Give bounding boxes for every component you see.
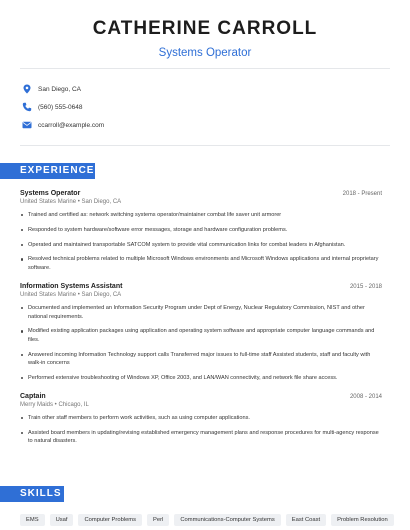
job-bullets — [20, 211, 382, 273]
job-bullet: Trained and certified as: network switching systems operator/maintainer combat life saver unit armorer — [20, 211, 382, 220]
job-bullet: Responded to system hardware/software error messages, storage and hardware configuration problems. — [20, 226, 382, 235]
skill-tag: Communications-Computer Systems — [174, 514, 280, 526]
skill-tag: Problem Resolution — [331, 514, 394, 526]
job-title: Systems Operator — [20, 190, 81, 197]
skills-heading: SKILLS — [0, 486, 64, 502]
contact-divider — [20, 145, 390, 146]
header-divider — [20, 68, 390, 69]
envelope-icon — [22, 120, 32, 130]
skill-tag: East Coast — [286, 514, 326, 526]
skill-tag: Computer Problems — [78, 514, 142, 526]
location-text: San Diego, CA — [38, 85, 81, 93]
experience-heading: EXPERIENCE — [0, 163, 95, 179]
contact-email — [22, 116, 392, 134]
skill-tag: Perl — [147, 514, 169, 526]
job-dates: 2018 - Present — [342, 191, 382, 197]
job-bullets — [20, 304, 382, 383]
contact-location — [22, 80, 392, 98]
skills-list — [20, 514, 394, 526]
job-bullet: Assisted board members in updating/revising established emergency management plans and response procedures for multi-agency response to natural disasters. — [20, 429, 382, 446]
job-entry — [20, 393, 382, 452]
job-bullet: Performed extensive troubleshooting of Windows XP, Office 2003, and LAN/WAN connectivity, and network file share access. — [20, 374, 382, 383]
job-bullet: Answered incoming Information Technology support calls Transferred major issues to full-time staff Assisted students, staff and faculty with walk-in concerns — [20, 351, 382, 368]
contact-phone — [22, 98, 392, 116]
phone-icon — [22, 102, 32, 112]
email-text: ccarroll@example.com — [38, 121, 105, 129]
job-entry — [20, 283, 382, 389]
phone-text: (560) 555-0648 — [38, 103, 83, 111]
job-entry — [20, 190, 382, 279]
job-bullet: Resolved technical problems related to multiple Microsoft Windows environments and Microsoft Windows applications and internal proprietary software. — [20, 255, 382, 272]
candidate-name: CATHERINE CARROLL — [92, 18, 318, 39]
job-title: Information Systems Assistant — [20, 283, 123, 290]
job-org: Merry Maids • Chicago, IL — [20, 402, 89, 408]
resume-header — [0, 0, 410, 60]
job-org: United States Marine • San Diego, CA — [20, 199, 122, 205]
job-title: Captain — [20, 393, 46, 400]
contact-list — [22, 80, 392, 134]
job-bullet: Modified existing application packages using application and operating system software and appropriate computer language commands and files. — [20, 327, 382, 344]
job-bullet: Train other staff members to perform work activities, such as using computer applications. — [20, 414, 382, 423]
job-dates: 2008 - 2014 — [349, 394, 382, 400]
job-bullet: Operated and maintained transportable SATCOM system to provide vital communication links for combat leaders in Afghanistan. — [20, 241, 382, 250]
job-bullet: Documented and implemented an Information Security Program under Dept of Energy, Nuclear Regulatory Commission, NIST and other national requirements. — [20, 304, 382, 321]
job-dates: 2015 - 2018 — [349, 284, 382, 290]
job-bullets — [20, 414, 382, 446]
job-org: United States Marine • San Diego, CA — [20, 292, 122, 298]
skill-tag: EMS — [20, 514, 45, 526]
map-pin-icon — [22, 84, 32, 94]
candidate-role: Systems Operator — [158, 47, 252, 59]
skill-tag: Usaf — [50, 514, 74, 526]
